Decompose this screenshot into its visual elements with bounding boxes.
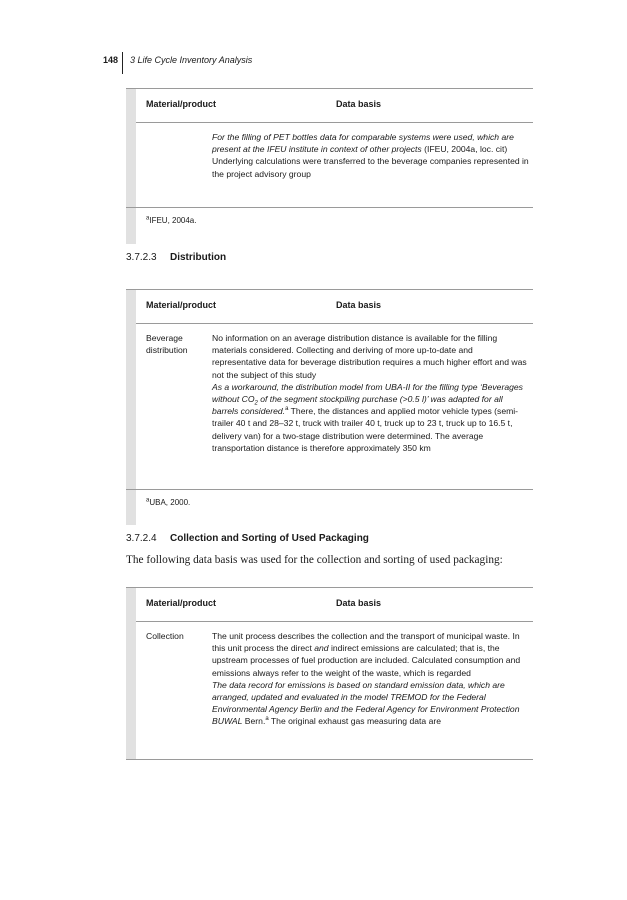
column-header-material: Material/product	[146, 99, 217, 109]
material-cell: Beverage distribution	[146, 333, 188, 356]
footnote-text: IFEU, 2004a.	[149, 216, 197, 225]
data-basis-text: No information on an average distribution distance is available for the filling materials considered. Collecting and deriving of more up-to-date and representative data for beverage distribution requires a much higher effort and was not the subject of this study	[212, 333, 527, 380]
data-basis-text: indirect emissions are calculated; that is, the upstream processes of fuel production are included. Calculated consumption and emissions always refer to the weight of the waste, which is regarded	[212, 643, 521, 678]
section-title: Distribution	[170, 252, 227, 263]
running-head	[96, 52, 252, 74]
data-basis-italic: For the filling of PET bottles data for comparable systems were used, which are present at the IFEU institute in context of other projects	[212, 132, 514, 155]
table-side-bar	[126, 208, 136, 244]
table-side-bar	[126, 490, 136, 525]
footnote-ref: a	[285, 406, 289, 413]
table-distribution	[126, 289, 533, 491]
data-basis-cell	[212, 630, 533, 728]
column-header-material: Material/product	[146, 300, 217, 310]
intro-paragraph: The following data basis was used for the collection and sorting of used packaging:	[126, 554, 503, 566]
section-title: Collection and Sorting of Used Packaging	[170, 533, 369, 544]
footnote-mark: a	[146, 215, 150, 222]
section-number: 3.7.2.3	[126, 252, 157, 263]
table-side-bar	[126, 290, 136, 491]
data-basis-cell	[212, 131, 533, 180]
table-collection	[126, 587, 533, 760]
material-cell: Collection	[146, 631, 184, 641]
footnote-text: UBA, 2000.	[149, 498, 191, 507]
table-footnote-area	[126, 489, 533, 525]
data-basis-text: The unit process describes the collection and the transport of municipal waste. In this unit process the direct	[212, 631, 520, 654]
table-footnote-area	[126, 207, 533, 244]
data-basis-text: The original exhaust gas measuring data are	[268, 716, 441, 727]
table-footnote	[146, 498, 190, 507]
table-side-bar	[126, 89, 136, 209]
footnote-ref: a	[265, 716, 269, 723]
table-row	[126, 123, 533, 187]
column-header-data: Data basis	[335, 99, 382, 109]
data-basis-italic: As a workaround, the distribution model from UBA-II for the filling type ‘Beverages without CO	[212, 381, 523, 405]
subscript: 2	[254, 400, 258, 407]
footnote-mark: a	[146, 497, 150, 504]
data-basis-text: Bern.	[242, 716, 266, 727]
table-row	[126, 324, 533, 461]
column-header-data: Data basis	[335, 300, 382, 310]
section-heading	[126, 252, 226, 263]
running-title: 3 Life Cycle Inventory Analysis	[130, 55, 253, 65]
column-header-material: Material/product	[146, 598, 217, 608]
table-header	[126, 290, 533, 312]
data-basis-italic: and	[314, 643, 329, 654]
section-number: 3.7.2.4	[126, 533, 157, 544]
data-basis-text: There, the distances and applied motor vehicle types (semi-trailer 40 t and 28–32 t, truck with trailer 40 t, truck up to 23 t, truck up to 16.5 t, delivery van) for a two-stage distribution were determined. The average transportation distance is therefore approximately 350 km	[212, 406, 519, 453]
data-basis-italic: of the segment stockpiling purchase (>0.5 l)’ was adapted for all barrels considered.	[212, 394, 503, 417]
table-side-bar	[126, 588, 136, 759]
material-cell	[126, 131, 212, 180]
table-pet-bottles	[126, 88, 533, 209]
table-footnote	[146, 216, 196, 225]
page-number: 148	[102, 55, 118, 65]
data-basis-text: Underlying calculations were transferred to the beverage companies represented in the project advisory group	[212, 156, 529, 179]
section-heading	[126, 533, 369, 544]
table-row	[126, 622, 533, 735]
table-header	[126, 588, 533, 610]
data-basis-reference: (IFEU, 2004a, loc. cit)	[421, 144, 508, 155]
column-header-data: Data basis	[335, 598, 382, 608]
header-divider	[122, 52, 123, 74]
data-basis-italic: The data record for emissions is based on standard emission data, which are arranged, updated and evaluated in the model TREMOD for the Federal Environmental Agency Berlin and the Federal Agency for Environment Protection BUWAL	[212, 679, 520, 727]
table-header	[126, 89, 533, 111]
data-basis-cell	[212, 332, 533, 454]
